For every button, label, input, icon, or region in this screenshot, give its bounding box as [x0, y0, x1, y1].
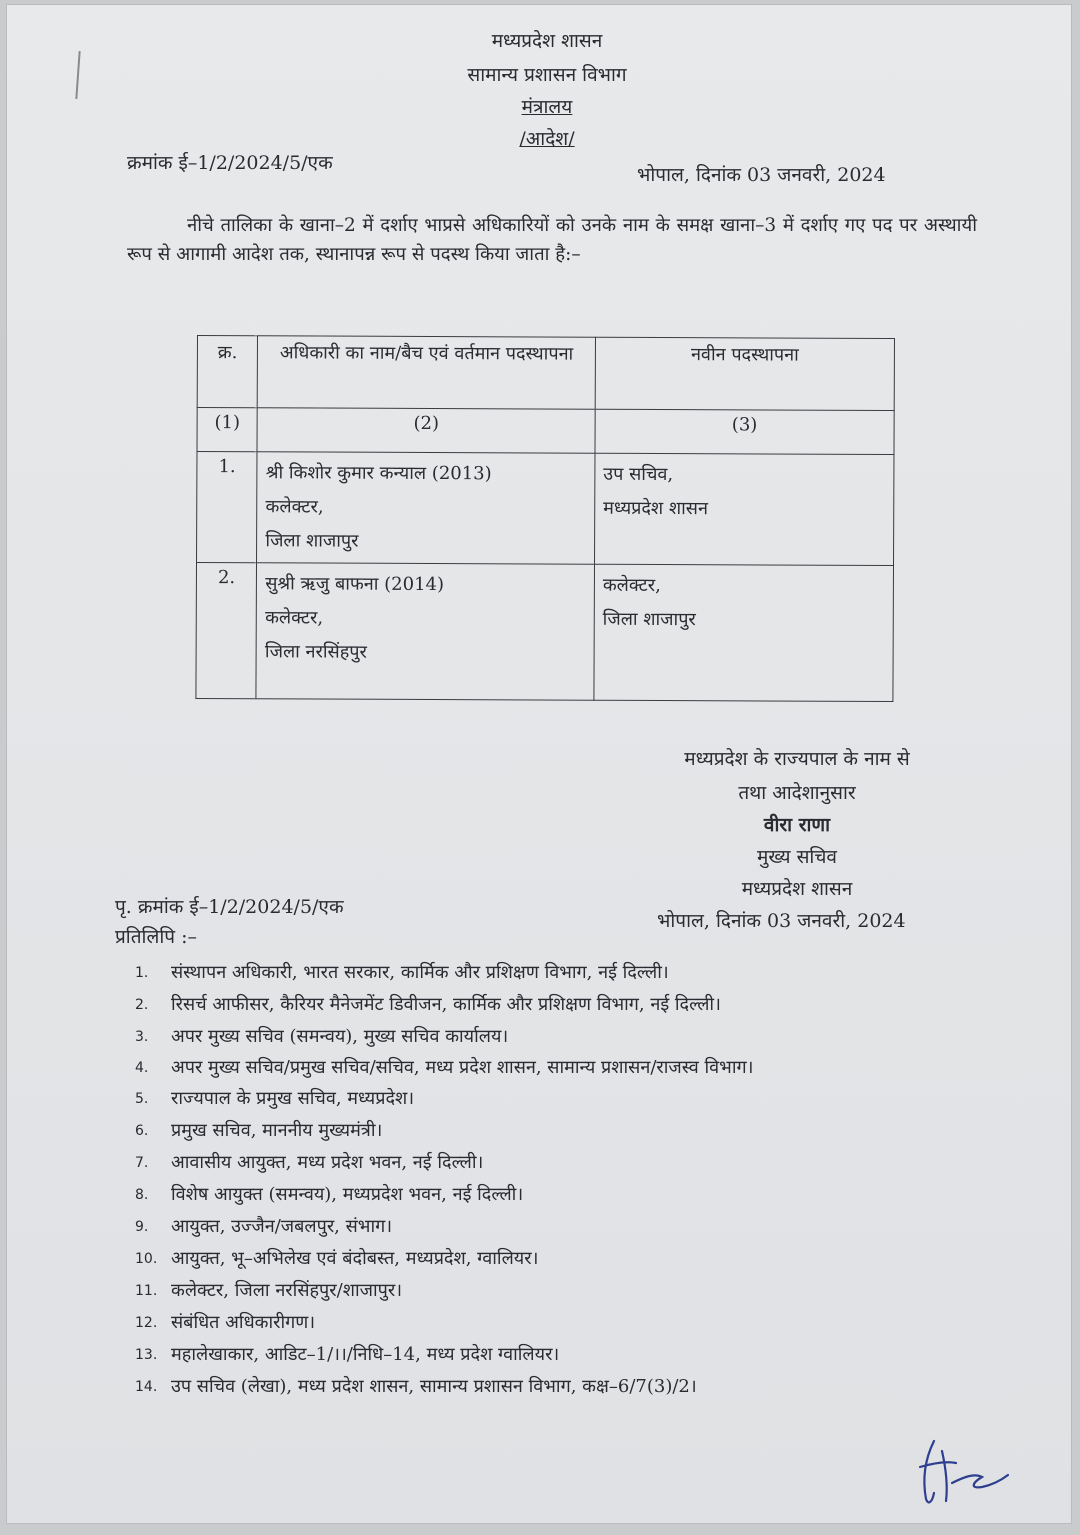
- list-item: 3. अपर मुख्य सचिव (समन्वय), मुख्य सचिव कार्यालय।: [135, 1026, 509, 1047]
- header-ministry: मंत्रालय: [521, 96, 573, 118]
- order-number: क्रमांक ई–1/2/2024/5/एक: [127, 152, 333, 174]
- officer-district: जिला शाजापुर: [265, 530, 359, 552]
- list-item: 12. संबंधित अधिकारीगण।: [135, 1312, 316, 1333]
- table-colnum-3: (3): [595, 409, 894, 454]
- list-item: 1. संस्थापन अधिकारी, भारत सरकार, कार्मिक और प्रशिक्षण विभाग, नई दिल्ली।: [135, 962, 669, 983]
- table-row: [196, 563, 894, 702]
- officer-name: सुश्री ऋजु बाफना (2014): [265, 573, 445, 596]
- row-officer: [257, 452, 595, 564]
- new-post: उप सचिव,: [603, 463, 674, 486]
- copy-number: पृ. क्रमांक ई–1/2/2024/5/एक: [115, 896, 344, 918]
- handwritten-initials: [912, 1433, 1012, 1509]
- list-item: 8. विशेष आयुक्त (समन्वय), मध्यप्रदेश भवन, नई दिल्ली।: [135, 1184, 524, 1205]
- signatory-designation: मुख्य सचिव: [757, 846, 837, 868]
- table-header-officer: अधिकारी का नाम/बैच एवं वर्तमान पदस्थापना: [258, 336, 596, 409]
- new-post-office: मध्यप्रदेश शासन: [603, 497, 709, 520]
- pen-mark: [75, 51, 80, 99]
- copy-heading: प्रतिलिपि :–: [115, 926, 198, 948]
- officer-post: कलेक्टर,: [265, 496, 324, 518]
- signatory-name: वीरा राणा: [763, 814, 831, 836]
- list-item: 11. कलेक्टर, जिला नरसिंहपुर/शाजापुर।: [135, 1280, 403, 1301]
- list-item: 14. उप सचिव (लेखा), मध्य प्रदेश शासन, सामान्य प्रशासन विभाग, कक्ष–6/7(3)/2।: [135, 1376, 697, 1397]
- new-post: कलेक्टर,: [602, 574, 661, 597]
- table-header-new-posting: नवीन पदस्थापना: [595, 337, 894, 410]
- copy-recipients-list: [135, 957, 975, 1403]
- signatory-office: मध्यप्रदेश शासन: [741, 878, 853, 900]
- list-item: 6. प्रमुख सचिव, माननीय मुख्यमंत्री।: [135, 1120, 383, 1141]
- list-item: 10. आयुक्त, भू–अभिलेख एवं बंदोबस्त, मध्यप्रदेश, ग्वालियर।: [135, 1248, 539, 1269]
- order-body: नीचे तालिका के खाना–2 में दर्शाए भाप्रसे अधिकारियों को उनके नाम के समक्ष खाना–3 में दर्शाए गए पद पर अस्थायी रूप से आगामी आदेश तक, स्थानापन्न रूप से पदस्थ किया जाता है:–: [127, 215, 977, 265]
- copy-date: भोपाल, दिनांक 03 जनवरी, 2024: [657, 910, 906, 932]
- row-new-posting: [594, 453, 894, 565]
- table-colnum-1: (1): [197, 408, 258, 452]
- row-sn: 2.: [196, 563, 257, 699]
- list-item: 5. राज्यपाल के प्रमुख सचिव, मध्यप्रदेश।: [135, 1088, 415, 1109]
- officer-district: जिला नरसिंहपुर: [264, 641, 367, 663]
- header-order: /आदेश/: [519, 128, 575, 150]
- list-item: 7. आवासीय आयुक्त, मध्य प्रदेश भवन, नई दिल्ली।: [135, 1152, 484, 1173]
- header-department: सामान्य प्रशासन विभाग: [467, 64, 627, 86]
- signature-line-1: मध्यप्रदेश के राज्यपाल के नाम से: [684, 748, 910, 770]
- row-sn: 1.: [197, 452, 258, 563]
- row-officer: [256, 563, 594, 700]
- officer-name: श्री किशोर कुमार कन्याल (2013): [265, 462, 492, 485]
- table-row: [197, 452, 894, 566]
- row-new-posting: [594, 564, 894, 701]
- document-page: [6, 4, 1072, 1524]
- order-date: भोपाल, दिनांक 03 जनवरी, 2024: [637, 164, 886, 186]
- signature-line-2: तथा आदेशानुसार: [738, 782, 856, 804]
- list-item: 13. महालेखाकार, आडिट–1/।।/निधि–14, मध्य प्रदेश ग्वालियर।: [135, 1344, 560, 1365]
- table-colnum-2: (2): [257, 408, 595, 453]
- list-item: 2. रिसर्च आफीसर, कैरियर मैनेजमेंट डिवीजन, कार्मिक और प्रशिक्षण विभाग, नई दिल्ली।: [135, 994, 721, 1015]
- posting-table: [195, 335, 895, 702]
- header-government: मध्यप्रदेश शासन: [491, 30, 603, 52]
- list-item: 4. अपर मुख्य सचिव/प्रमुख सचिव/सचिव, मध्य प्रदेश शासन, सामान्य प्रशासन/राजस्व विभाग।: [135, 1057, 754, 1078]
- list-item: 9. आयुक्त, उज्जैन/जबलपुर, संभाग।: [135, 1216, 393, 1237]
- new-post-office: जिला शाजापुर: [602, 608, 696, 631]
- officer-post: कलेक्टर,: [265, 607, 324, 629]
- table-header-sn: क्र.: [197, 336, 258, 408]
